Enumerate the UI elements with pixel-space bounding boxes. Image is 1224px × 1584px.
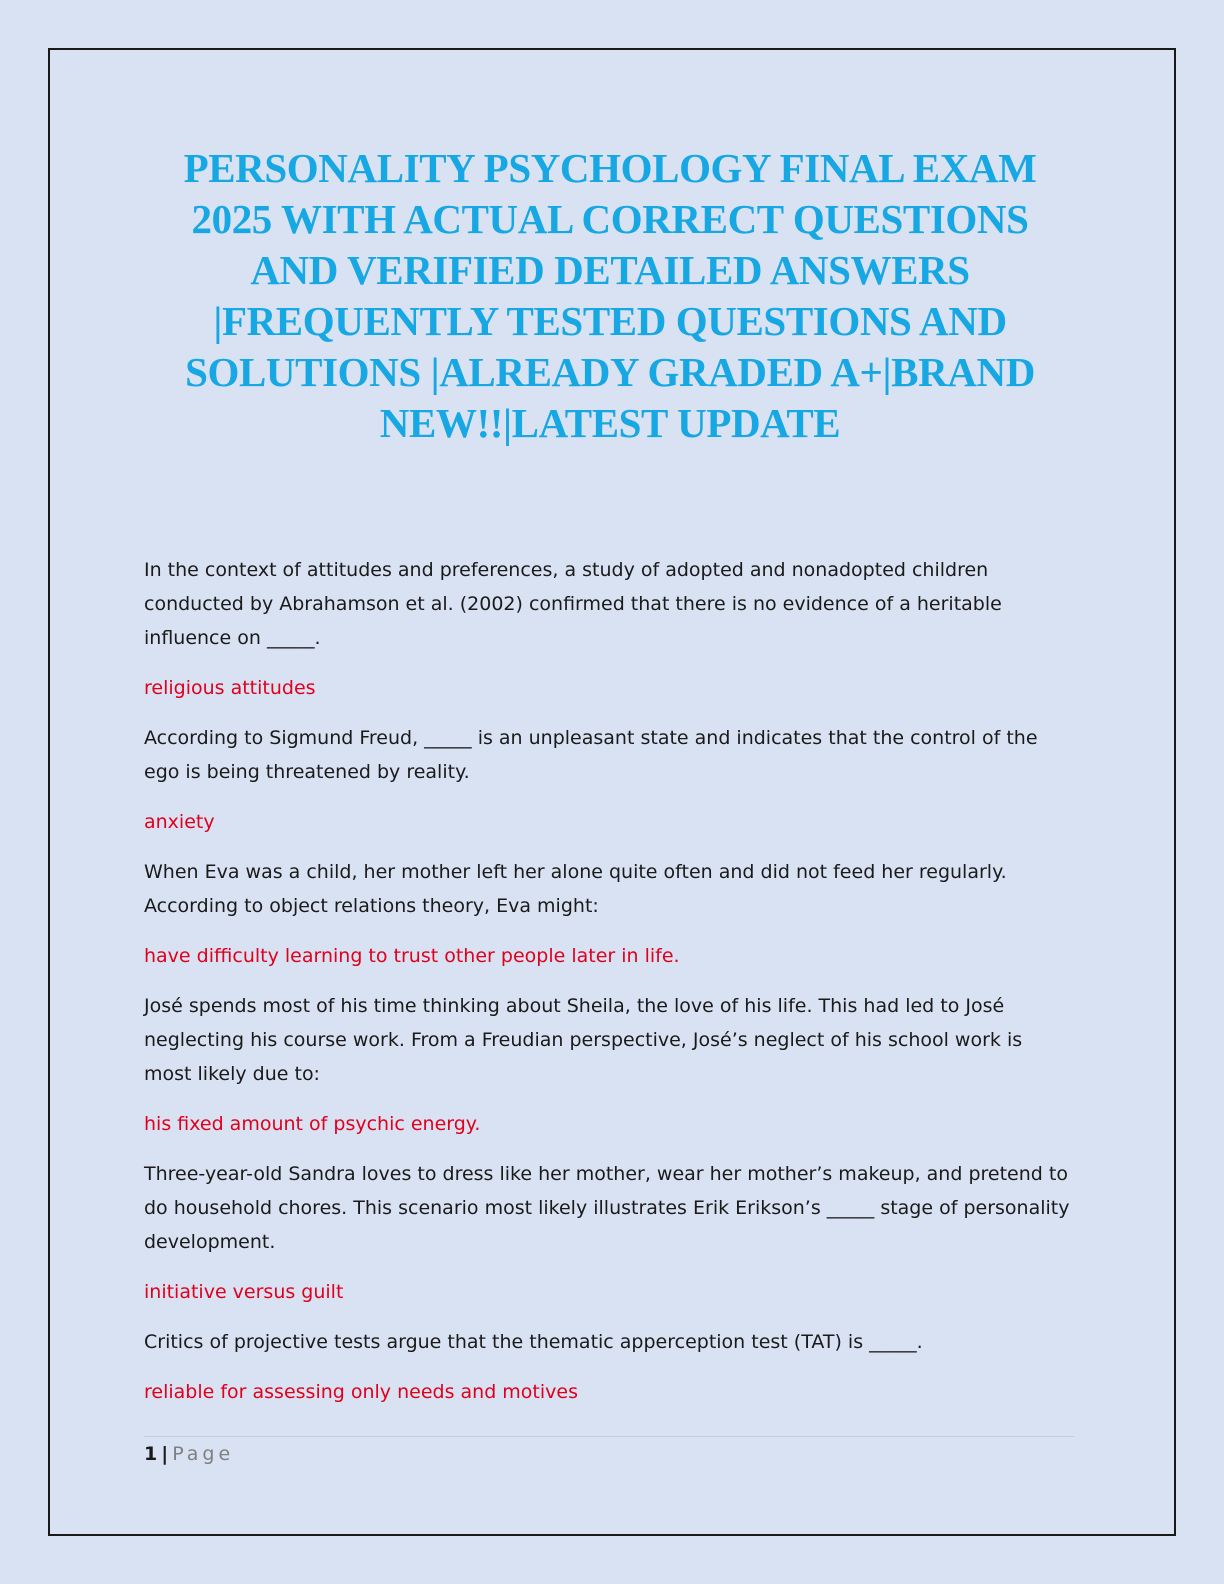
- qa-item: [144, 1325, 1074, 1409]
- question-text: According to Sigmund Freud, _____ is an unpleasant state and indicates that the control of the ego is being threatened by reality.: [144, 727, 1038, 783]
- page-label: Page: [172, 1443, 235, 1465]
- answer-text: have difficulty learning to trust other people later in life.: [144, 945, 680, 967]
- footer-divider: [144, 1436, 1074, 1437]
- page-number: 1: [144, 1443, 158, 1465]
- document-title: PERSONALITY PSYCHOLOGY FINAL EXAM 2025 WITH ACTUAL CORRECT QUESTIONS AND VERIFIED DETAILED ANSWERS |FREQUENTLY TESTED QUESTIONS AND SOLUTIONS |ALREADY GRADED A+|BRAND NEW!!|LATEST UPDATE: [183, 145, 1037, 446]
- question-text: José spends most of his time thinking about Sheila, the love of his life. This had led to José neglecting his course work. From a Freudian perspective, José’s neglect of his school work is most likely due to:: [144, 995, 1023, 1085]
- answer-text: his fixed amount of psychic energy.: [144, 1113, 481, 1135]
- answer-text: religious attitudes: [144, 677, 316, 699]
- question-text: Three-year-old Sandra loves to dress like her mother, wear her mother’s makeup, and pretend to do household chores. This scenario most likely illustrates Erik Erikson’s _____ stage of personality development.: [144, 1163, 1070, 1253]
- question-text: When Eva was a child, her mother left her alone quite often and did not feed her regularly. According to object relations theory, Eva might:: [144, 861, 1007, 917]
- qa-item: [144, 553, 1074, 705]
- qa-item: [144, 989, 1074, 1141]
- footer-separator: |: [161, 1443, 169, 1465]
- qa-item: [144, 1157, 1074, 1309]
- answer-text: anxiety: [144, 811, 215, 833]
- qa-item: [144, 855, 1074, 973]
- question-text: In the context of attitudes and preferences, a study of adopted and nonadopted children conducted by Abrahamson et al. (2002) confirmed that there is no evidence of a heritable influence on _____.: [144, 559, 1002, 649]
- question-text: Critics of projective tests argue that the thematic apperception test (TAT) is _____.: [144, 1331, 923, 1353]
- qa-item: [144, 721, 1074, 839]
- page-footer: [144, 1442, 234, 1466]
- qa-list: [144, 553, 1074, 1425]
- answer-text: initiative versus guilt: [144, 1281, 344, 1303]
- answer-text: reliable for assessing only needs and motives: [144, 1381, 578, 1403]
